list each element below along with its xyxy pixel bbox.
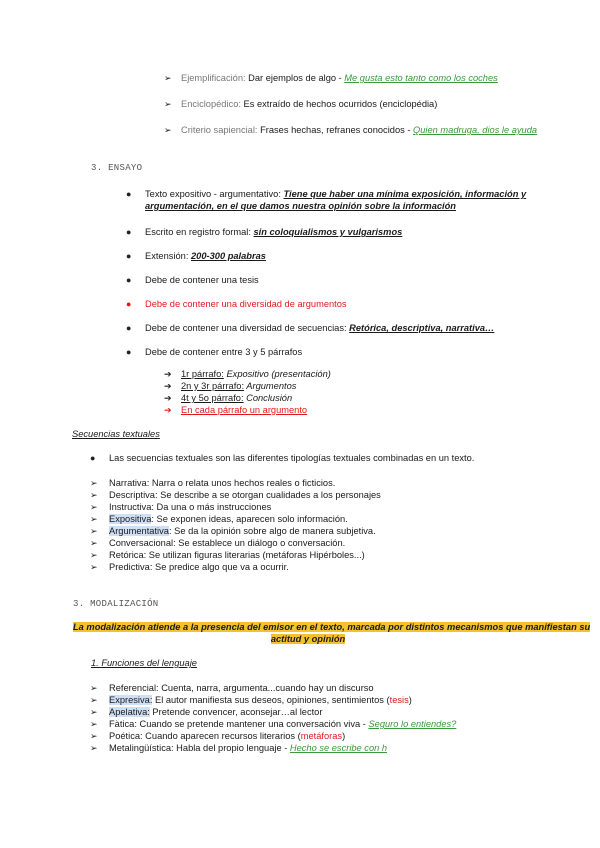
item-text: : Da una o más instrucciones <box>151 502 272 512</box>
item-label: Predictiva <box>109 562 150 572</box>
item-close: ) <box>408 695 412 705</box>
item-text: : Se da la opinión sobre algo de manera subjetiva. <box>168 526 376 536</box>
item-text: : Cuando aparecen recursos literarios ( <box>140 731 301 741</box>
item-label: Apelativa: <box>109 707 150 717</box>
item-label: Conversacional <box>109 538 174 548</box>
list-item <box>109 525 376 537</box>
arrow-icon: ➢ <box>90 743 98 753</box>
sub-item <box>181 392 292 404</box>
bullet-icon: ● <box>126 299 132 309</box>
arrow-icon: ➢ <box>90 526 98 536</box>
highlight-line-2 <box>73 633 543 645</box>
item-text: Texto expositivo - argumentativo: <box>145 189 284 199</box>
item-text: El autor manifiesta sus deseos, opiniones, sentimientos ( <box>152 695 390 705</box>
item-text: : Se exponen ideas, aparecen solo información. <box>151 514 348 524</box>
item-extra: metáforas <box>300 731 343 741</box>
bullet-icon: ● <box>90 453 96 463</box>
list-item <box>109 513 348 525</box>
item-text: : Se utilizan figuras literarias (metáforas Hipérboles...) <box>143 550 365 560</box>
list-item <box>109 742 387 754</box>
list-item <box>109 489 381 501</box>
item-text: Escrito en registro formal: <box>145 227 254 237</box>
list-item <box>145 226 402 238</box>
highlight-text: actitud y opinión <box>270 634 346 644</box>
list-item <box>109 549 365 561</box>
list-item <box>109 501 271 513</box>
item-emphasis: Retórica, descriptiva, narrativa… <box>349 323 495 333</box>
bullet-icon: ● <box>126 251 132 261</box>
list-item <box>109 561 289 573</box>
sub-text: Expositivo (presentación) <box>223 369 331 379</box>
list-item <box>109 694 412 706</box>
item-text: Es extraído de hechos ocurridos (enciclopédia) <box>240 99 438 109</box>
arrow-icon: ➔ <box>164 405 172 415</box>
item-emphasis: sin coloquialismos y vulgarismos <box>253 227 403 237</box>
item-text: Extensión: <box>145 251 191 261</box>
sub-label: 2n y 3r párrafo: <box>181 381 245 391</box>
sub-text: Conclusión <box>243 393 293 403</box>
item-label: Descriptiva <box>109 490 155 500</box>
arrow-icon: ➢ <box>90 695 98 705</box>
item-label: Enciclopédico: <box>181 99 241 109</box>
item-label: Ejemplificación: <box>181 73 246 83</box>
item-text: : Se establece un diálogo o conversación. <box>173 538 346 548</box>
list-item: Debe de contener una tesis <box>145 275 259 285</box>
item-text: Frases hechas, refranes conocidos - <box>257 125 414 135</box>
arrow-icon: ➢ <box>90 683 98 693</box>
sub-item: En cada párrafo un argumento <box>181 405 308 415</box>
bullet-icon: ● <box>126 347 132 357</box>
section-title-secuencias: Secuencias textuales <box>72 429 160 439</box>
list-item <box>145 250 266 262</box>
arrow-icon: ➢ <box>164 125 172 135</box>
list-item <box>181 98 437 110</box>
example-link: Seguro lo entiendes? <box>368 719 457 729</box>
list-item <box>109 718 456 730</box>
item-text: : Cuenta, narra, argumenta...cuando hay un discurso <box>156 683 374 693</box>
sub-label: 1r párrafo: <box>181 369 224 379</box>
arrow-icon: ➢ <box>90 731 98 741</box>
highlight-line-1 <box>73 621 591 633</box>
arrow-icon: ➢ <box>90 550 98 560</box>
bullet-icon: ● <box>126 323 132 333</box>
arrow-icon: ➢ <box>90 502 98 512</box>
example-link: Hecho se escribe con h <box>289 743 388 753</box>
item-label: Expositiva <box>109 514 152 524</box>
item-emphasis: 200-300 palabras <box>191 251 266 261</box>
arrow-icon: ➔ <box>164 369 172 379</box>
arrow-icon: ➢ <box>90 514 98 524</box>
example-link: Quien madruga, dios le ayuda <box>413 125 538 135</box>
arrow-icon: ➢ <box>90 719 98 729</box>
item-label: Fàtica <box>109 719 135 729</box>
example-link: Me gusta esto tanto como los coches <box>344 73 498 83</box>
section-heading-ensayo: 3. ENSAYO <box>91 163 143 173</box>
arrow-icon: ➢ <box>90 538 98 548</box>
arrow-icon: ➢ <box>90 490 98 500</box>
arrow-icon: ➔ <box>164 393 172 403</box>
item-label: Criterio sapiencial: <box>181 125 258 135</box>
list-item <box>109 537 345 549</box>
item-text: : Narra o relata unos hechos reales o ficticios. <box>146 478 336 488</box>
list-item <box>181 72 498 84</box>
item-text: : Se predice algo que va a ocurrir. <box>149 562 289 572</box>
arrow-icon: ➢ <box>90 562 98 572</box>
intro-text: Las secuencias textuales son las diferentes tipologías textuales combinadas en un texto. <box>109 453 475 463</box>
item-label: Poética <box>109 731 141 741</box>
item-text: : Habla del propio lenguaje - <box>171 743 290 753</box>
item-text: Pretende convencer, aconsejar…al lector <box>149 707 323 717</box>
item-label: Narrativa <box>109 478 147 488</box>
sub-item <box>181 380 296 392</box>
item-emphasis: Tiene que haber una mínima exposición, información y <box>283 189 527 199</box>
subsection-title-funciones: 1. Funciones del lenguaje <box>91 658 197 668</box>
highlight-text: La modalización atiende a la presencia del emisor en el texto, marcada por distintos mecanismos que manifiestan su <box>73 622 591 632</box>
list-item: Debe de contener una diversidad de argumentos <box>145 299 347 309</box>
list-item: Debe de contener entre 3 y 5 párrafos <box>145 347 303 357</box>
bullet-icon: ● <box>126 227 132 237</box>
list-item <box>109 682 374 694</box>
list-item <box>109 477 335 489</box>
list-item <box>181 124 537 136</box>
item-extra: tesis <box>389 695 409 705</box>
item-text: : Cuando se pretende mantener una conversación viva - <box>134 719 369 729</box>
arrow-icon: ➢ <box>90 478 98 488</box>
sub-text: Argumentos <box>244 381 297 391</box>
item-label: Metalingüística <box>109 743 172 753</box>
item-label: Expresiva: <box>109 695 153 705</box>
arrow-icon: ➢ <box>90 707 98 717</box>
list-item <box>109 706 322 718</box>
item-close: ) <box>342 731 346 741</box>
list-item <box>109 730 345 742</box>
item-label: Referencial <box>109 683 157 693</box>
bullet-icon: ● <box>126 275 132 285</box>
item-label: Argumentativa <box>109 526 169 536</box>
item-text: Debe de contener una diversidad de secuencias: <box>145 323 350 333</box>
item-text: Dar ejemplos de algo - <box>245 73 345 83</box>
list-item <box>145 188 526 200</box>
arrow-icon: ➔ <box>164 381 172 391</box>
sub-item <box>181 368 331 380</box>
item-label: Retórica <box>109 550 144 560</box>
arrow-icon: ➢ <box>164 73 172 83</box>
item-text: : Se describe a se otorgan cualidades a los personajes <box>154 490 381 500</box>
arrow-icon: ➢ <box>164 99 172 109</box>
list-item <box>145 322 494 334</box>
bullet-icon: ● <box>126 189 132 199</box>
section-heading-modalizacion: 3. MODALIZACIÓN <box>73 599 159 609</box>
item-label: Instructiva <box>109 502 152 512</box>
sub-label: 4t y 5o párrafo: <box>181 393 244 403</box>
item-emphasis-cont: argumentación, en el que damos nuestra opinión sobre la información <box>145 201 456 211</box>
